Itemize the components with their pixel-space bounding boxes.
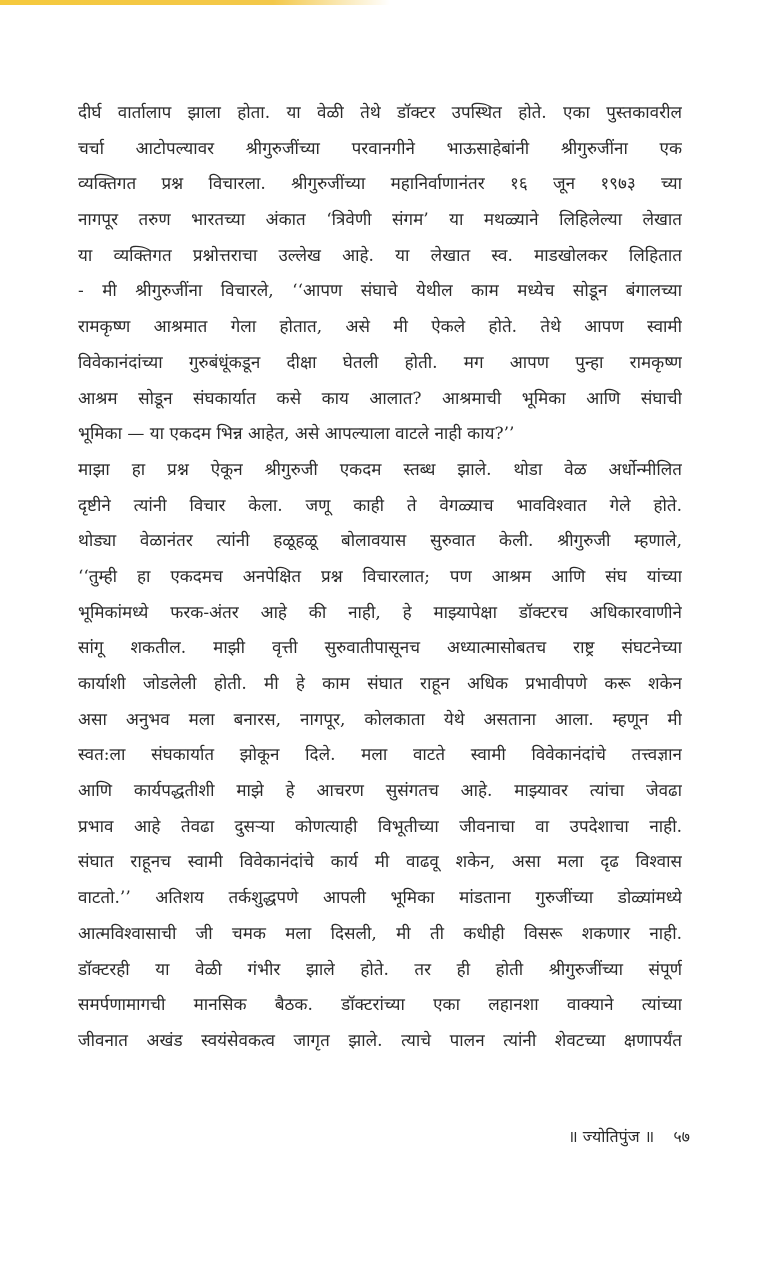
text-line: प्रभाव आहे तेवढा दुसऱ्या कोणत्याही विभूतीच्या जीवनाचा वा उपदेशाचा नाही. — [78, 816, 682, 837]
text-line: रामकृष्ण आश्रमात गेला होतात, असे मी ऐकले होते. तेथे आपण स्वामी — [78, 317, 682, 338]
text-line: नागपूर तरुण भारतच्या अंकात ‘त्रिवेणी संगम’ या मथळ्याने लिहिलेल्या लेखात — [78, 210, 682, 231]
text-line: सांगू शकतील. माझी वृत्ती सुरुवातीपासूनच अध्यात्मासोबतच राष्ट्र संघटनेच्या — [78, 638, 682, 659]
text-line: समर्पणामागची मानसिक बैठक. डॉक्टरांच्या एका लहानशा वाक्याने त्यांच्या — [78, 995, 682, 1016]
text-line: भूमिका — या एकदम भिन्न आहेत, असे आपल्याला वाटले नाही काय?’’ — [78, 424, 515, 445]
text-line: संघात राहूनच स्वामी विवेकानंदांचे कार्य मी वाढवू शकेन, असा मला दृढ विश्वास — [78, 852, 682, 873]
text-line: आणि कार्यपद्धतीशी माझे हे आचरण सुसंगतच आहे. माझ्यावर त्यांचा जेवढा — [78, 781, 682, 802]
text-line: या व्यक्तिगत प्रश्नोत्तराचा उल्लेख आहे. या लेखात स्व. माडखोलकर लिहितात — [78, 245, 682, 266]
top-accent-bar — [0, 0, 390, 5]
text-line: असा अनुभव मला बनारस, नागपूर, कोलकाता येथे असताना आला. म्हणून मी — [78, 709, 682, 730]
text-line: स्वत:ला संघकार्यात झोकून दिले. मला वाटते स्वामी विवेकानंदांचे तत्त्वज्ञान — [78, 745, 682, 766]
page-footer — [530, 1122, 690, 1152]
text-line: ‘‘तुम्ही हा एकदमच अनपेक्षित प्रश्न विचारलात; पण आश्रम आणि संघ यांच्या — [78, 566, 682, 587]
text-line: थोड्या वेळानंतर त्यांनी हळूहळू बोलावयास सुरुवात केली. श्रीगुरुजी म्हणाले, — [78, 531, 682, 552]
text-line: आत्मविश्वासाची जी चमक मला दिसली, मी ती कधीही विसरू शकणार नाही. — [78, 923, 682, 944]
book-title: ॥ ज्योतिपुंज ॥ — [568, 1127, 655, 1146]
text-line: कार्याशी जोडलेली होती. मी हे काम संघात राहून अधिक प्रभावीपणे करू शकेन — [78, 674, 682, 694]
text-line: चर्चा आटोपल्यावर श्रीगुरुजींच्या परवानगीने भाऊसाहेबांनी श्रीगुरुजींना एक — [78, 138, 682, 159]
text-line: दृष्टीने त्यांनी विचार केला. जणू काही ते वेगळ्याच भावविश्वात गेले होते. — [78, 495, 682, 516]
text-line: दीर्घ वार्तालाप झाला होता. या वेळी तेथे डॉक्टर उपस्थित होते. एका पुस्तकावरील — [78, 103, 682, 123]
text-line: विवेकानंदांच्या गुरुबंधूंकडून दीक्षा घेतली होती. मग आपण पुन्हा रामकृष्ण — [78, 352, 682, 373]
text-line: जीवनात अखंड स्वयंसेवकत्व जागृत झाले. त्याचे पालन त्यांनी शेवटच्या क्षणापर्यंत — [78, 1030, 682, 1051]
text-line: वाटतो.’’ अतिशय तर्कशुद्धपणे आपली भूमिका मांडताना गुरुजींच्या डोळ्यांमध्ये — [78, 888, 682, 909]
text-line: व्यक्तिगत प्रश्न विचारला. श्रीगुरुजींच्या महानिर्वाणानंतर १६ जून १९७३ च्या — [78, 174, 682, 195]
page-body-text — [78, 96, 682, 1060]
text-line: भूमिकांमध्ये फरक-अंतर आहे की नाही, हे माझ्यापेक्षा डॉक्टरच अधिकारवाणीने — [78, 602, 682, 623]
text-line: डॉक्टरही या वेळी गंभीर झाले होते. तर ही होती श्रीगुरुजींच्या संपूर्ण — [78, 959, 682, 980]
text-line: आश्रम सोडून संघकार्यात कसे काय आलात? आश्रमाची भूमिका आणि संघाची — [78, 388, 682, 409]
page-number: ५७ — [673, 1127, 690, 1146]
text-line: माझा हा प्रश्न ऐकून श्रीगुरुजी एकदम स्तब्ध झाले. थोडा वेळ अर्धोन्मीलित — [78, 459, 682, 480]
text-line: - मी श्रीगुरुजींना विचारले, ‘‘आपण संघाचे येथील काम मध्येच सोडून बंगालच्या — [78, 281, 682, 302]
